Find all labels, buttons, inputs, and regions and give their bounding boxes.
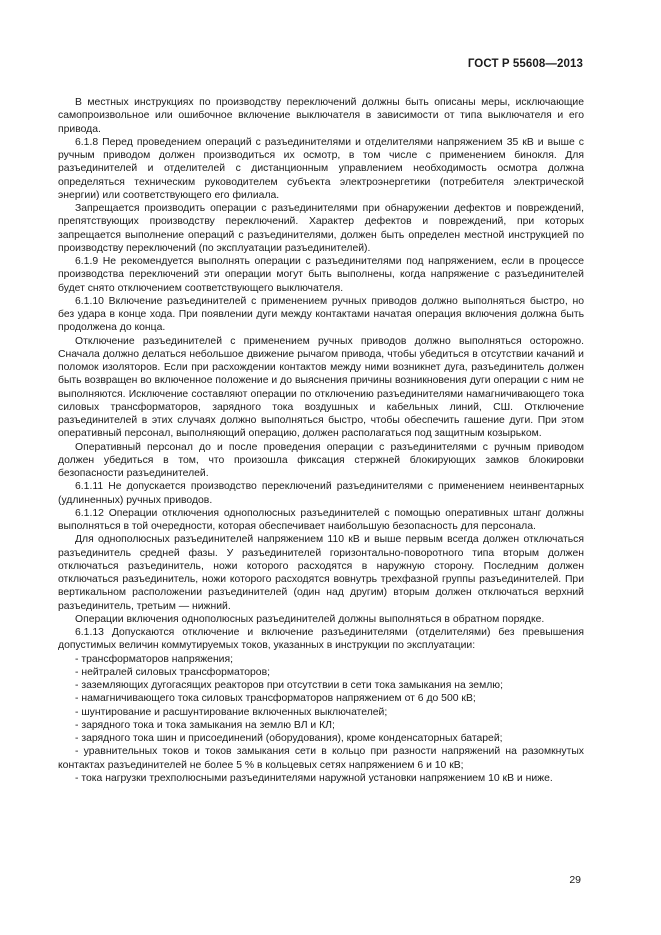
list-item: - трансформаторов напряжения; [75,653,234,665]
list-item: - зарядного тока и тока замыкания на землю ВЛ и КЛ; [75,719,335,731]
list-item: - тока нагрузки трехполюсными разъединителями наружной установки напряжением 10 кВ и ниже. [75,772,553,784]
list-item: - уравнительных токов и токов замыкания сети в кольцо при разности напряжений на разомкнутых контактах разъединителей не более 5 % в кольцевых сетях напряжением 6 и 10 кВ; [58,746,584,771]
paragraph: Оперативный персонал до и после проведения операции с разъединителями с ручным приводом должен убедиться в том, что произошла фиксация стержней блокирующих замков блокировки безопасности разъединителей. [58,441,584,479]
list-item: - зарядного тока шин и присоединений (оборудования), кроме конденсаторных батарей; [75,733,503,744]
list-item: - шунтирование и расшунтирование включенных выключателей; [75,706,388,718]
list-item: - намагничивающего тока силовых трансформаторов напряжением от 6 до 500 кВ; [75,693,476,705]
paragraph: Запрещается производить операции с разъединителями при обнаружении дефектов и повреждений, препятствующих производству переключений. Характер дефектов и повреждений, при которых запрещается выполнение операций с разъединителями, должен быть определен местной инструкцией по производству переключений (по эксплуатации разъединителей). [58,203,584,254]
paragraph: 6.1.8 Перед проведением операций с разъединителями и отделителями напряжением 35 кВ и выше с ручным приводом должен производиться их осмотр, в том числе с применением бинокля. Для разъединителей и отделителей с дистанционным управлением необходимость осмотра должна определяться техническим руководителем субъекта электроэнергетики (потребителя электрической энергии) или соответствующего его филиала. [58,136,584,201]
paragraph: Операции включения однополюсных разъединителей должны выполняться в обратном порядке. [75,613,545,625]
page-number: 29 [569,874,581,886]
paragraph: 6.1.10 Включение разъединителей с применением ручных приводов должно выполняться быстро, но без удара в конце хода. При появлении дуги между контактами начатая операция включения должна быть продолжена до конца. [58,295,584,334]
switching-list [58,653,584,786]
paragraph: 6.1.11 Не допускается производство переключений разъединителями с применением неинвентарных (удлиненных) ручных приводов. [58,481,584,506]
paragraph: Для однополюсных разъединителей напряжением 110 кВ и выше первым всегда должен отключаться разъединитель средней фазы. У разъединителей горизонтально-поворотного типа вторым должен отключаться разъединитель, ножи которого расходятся в наружную сторону. Последним должен отключаться разъединитель, ножи которого расходятся вовнутрь трехфазной группы разъединителей. При вертикальном расположении разъединителей (один над другим) вторым должен отключаться верхний разъединитель, третьим — нижний. [58,534,584,612]
paragraph: 6.1.12 Операции отключения однополюсных разъединителей с помощью оперативных штанг должны выполняться в той очередности, которая обеспечивает наибольшую безопасность для персонала. [58,507,584,532]
document-body [58,96,584,785]
paragraph: В местных инструкциях по производству переключений должны быть описаны меры, исключающие самопроизвольное или ошибочное включение выключателя в зависимости от типа выключателя и его привода. [58,97,584,135]
list-item: - нейтралей силовых трансформаторов; [75,666,270,678]
paragraph: Отключение разъединителей с применением ручных приводов должно выполняться осторожно. Сначала должно делаться небольшое движение рычагом привода, чтобы убедиться в отсутствии качаний и поломок изоляторов. Если при расхождении контактов между ними возникнет дуга, разъединитель должен быть возвращен во включенное положение и до выяснения причины возникновения дуги операции с ним не выполняются. Исключение составляют операции по отключению разъединителями намагничивающего тока силовых трансформаторов, зарядного тока воздушных и кабельных линий, СШ. Отключение разъединителей в этих случаях должно выполняться быстро, чтобы обеспечить гашение дуги. При этом оперативный персонал, выполняющий операцию, должен располагаться под защитным козырьком. [58,335,584,440]
standard-header: ГОСТ Р 55608—2013 [467,58,583,70]
list-item: - заземляющих дугогасящих реакторов при отсутствии в сети тока замыкания на землю; [75,680,503,691]
paragraph: 6.1.13 Допускаются отключение и включение разъединителями (отделителями) без превышения допустимых величин коммутируемых токов, указанных в инструкции по эксплуатации: [58,627,584,652]
paragraph: 6.1.9 Не рекомендуется выполнять операции с разъединителями под напряжением, если в процессе производства переключений эти операции могут быть выполнены, когда напряжение с разъединителей будет снято отключением соответствующего выключателя. [58,256,584,294]
